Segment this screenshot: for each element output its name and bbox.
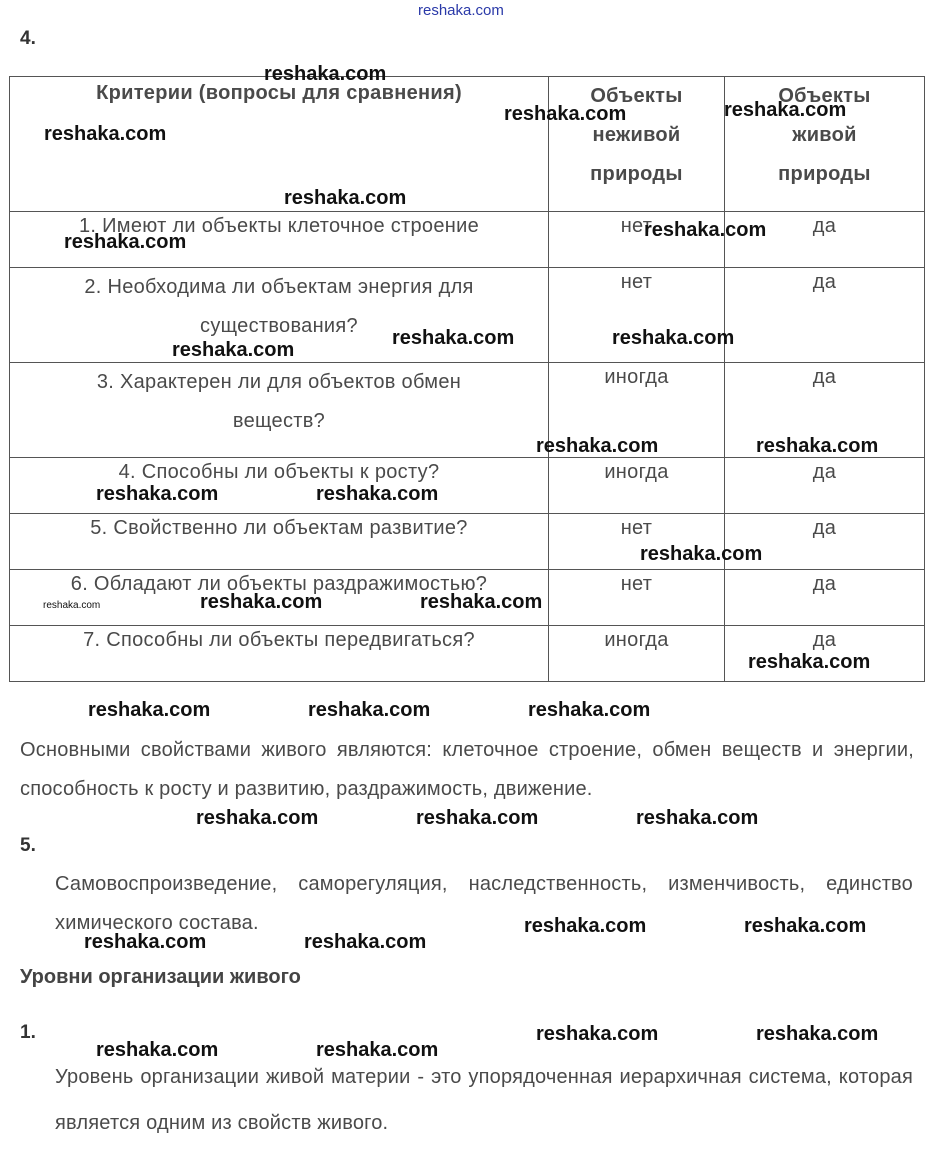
watermark: reshaka.com [84,931,207,953]
task-number-5: 5. [20,835,36,856]
definition-paragraph: Уровень организации живой материи - это упорядоченная иерархичная система, которая является одним из свойств живого. [55,1066,913,1134]
watermark: reshaka.com [756,435,879,457]
watermark: reshaka.com [44,123,167,145]
watermark: reshaka.com [304,931,427,953]
criterion-cell: 7. Способны ли объекты передвигаться? [10,626,549,682]
watermark: reshaka.com [724,99,847,121]
watermark: reshaka.com [536,1023,659,1045]
criterion-cell: 2. Необходима ли объектам энергия для существования? [10,268,549,363]
watermark: reshaka.com [308,699,431,721]
living-cell: да [725,514,925,570]
watermark: reshaka.com [536,435,659,457]
watermark: reshaka.com [88,699,211,721]
properties-paragraph: Самовоспроизведение, саморегуляция, наследственность, изменчивость, единство химического состава. [55,873,913,934]
living-cell: да [725,570,925,626]
task-number-4: 4. [20,28,36,49]
nonliving-cell: иногда [549,458,725,514]
watermark: reshaka.com [644,219,767,241]
watermark: reshaka.com [172,339,295,361]
levels-heading: Уровни организации живого [20,966,301,988]
watermark: reshaka.com [528,699,651,721]
watermark: reshaka.com [420,591,543,613]
watermark: reshaka.com [264,63,387,85]
watermark: reshaka.com [504,103,627,125]
site-watermark-top[interactable]: reshaka.com [418,2,504,19]
watermark: reshaka.com [748,651,871,673]
watermark: reshaka.com [316,1039,439,1061]
criterion-cell: 5. Свойственно ли объектам развитие? [10,514,549,570]
nonliving-cell: иногда [549,363,725,458]
watermark: reshaka.com [284,187,407,209]
nonliving-cell: нет [549,268,725,363]
watermark: reshaka.com [64,231,187,253]
criterion-cell: 3. Характерен ли для объектов обмен веществ? [10,363,549,458]
watermark: reshaka.com [524,915,647,937]
nonliving-cell: нет [549,212,725,268]
watermark: reshaka.com [392,327,515,349]
watermark: reshaka.com [756,1023,879,1045]
living-cell: да [725,458,925,514]
watermark: reshaka.com [640,543,763,565]
header-living: Объекты живой природы [725,77,925,212]
conclusion-paragraph: Основными свойствами живого являются: клеточное строение, обмен веществ и энергии, способность к росту и развитию, раздражимость, движение. [20,739,914,800]
criterion-cell: 4. Способны ли объекты к росту? [10,458,549,514]
watermark: reshaka.com [744,915,867,937]
criterion-cell: 6. Обладают ли объекты раздражимостью? [10,570,549,626]
living-cell: да [725,626,925,682]
living-cell: да [725,212,925,268]
watermark: reshaka.com [416,807,539,829]
header-criteria: Критерии (вопросы для сравнения) [10,77,549,212]
criterion-cell: 1. Имеют ли объекты клеточное строение [10,212,549,268]
living-cell: да [725,268,925,363]
watermark-small: reshaka.com [43,600,101,611]
nonliving-cell: нет [549,570,725,626]
nonliving-cell: нет [549,514,725,570]
watermark: reshaka.com [636,807,759,829]
watermark: reshaka.com [316,483,439,505]
watermark: reshaka.com [612,327,735,349]
header-nonliving: Объекты неживой природы [549,77,725,212]
table-row [10,514,925,570]
watermark: reshaka.com [96,483,219,505]
task-number-1: 1. [20,1022,36,1043]
living-cell: да [725,363,925,458]
watermark: reshaka.com [200,591,323,613]
watermark: reshaka.com [196,807,319,829]
nonliving-cell: иногда [549,626,725,682]
watermark: reshaka.com [96,1039,219,1061]
